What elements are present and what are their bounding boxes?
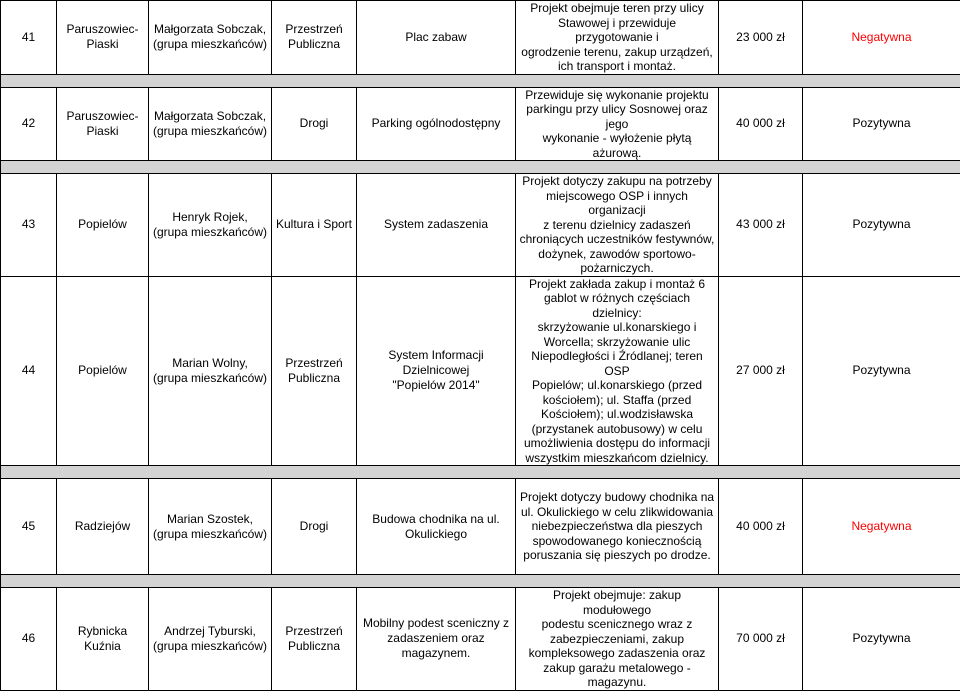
district-cell: Rybnicka Kuźnia [57,588,149,691]
result-cell: Pozytywna [803,87,960,161]
category-cell: Drogi [272,479,357,575]
description-cell: Projekt dotyczy budowy chodnika na ul. Okulickiego w celu zlikwidowania niebezpieczeństwa dla pieszych spowodowanego koniecznością poruszania się pieszych po drodze. [516,479,719,575]
description-cell: Projekt dotyczy zakupu na potrzeby miejscowego OSP i innych organizacji z terenu dzielnicy zadaszeń chroniących uczestników festywnów, dożynek, zawodów sportowo- pożarniczych. [516,174,719,277]
row-separator [1,74,960,87]
table-row [1,479,960,575]
project-title-cell: Mobilny podest sceniczny z zadaszeniem oraz magazynem. [357,588,516,691]
table-row [1,276,960,466]
district-cell: Paruszowiec- Piaski [57,1,149,75]
result-cell: Pozytywna [803,174,960,277]
cost-cell: 40 000 zł [719,479,803,575]
cost-cell: 40 000 zł [719,87,803,161]
author-cell: Marian Wolny, (grupa mieszkańców) [149,276,272,466]
row-number-cell: 42 [1,87,57,161]
author-cell: Andrzej Tyburski, (grupa mieszkańców) [149,588,272,691]
project-title-cell: Parking ogólnodostępny [357,87,516,161]
description-cell: Przewiduje się wykonanie projektu parkingu przy ulicy Sosnowej oraz jego wykonanie - wyłożenie płytą ażurową. [516,87,719,161]
category-cell: Kultura i Sport [272,174,357,277]
row-separator [1,161,960,174]
category-cell: Przestrzeń Publiczna [272,588,357,691]
result-cell: Pozytywna [803,276,960,466]
category-cell: Przestrzeń Publiczna [272,276,357,466]
category-cell: Drogi [272,87,357,161]
cost-cell: 43 000 zł [719,174,803,277]
author-cell: Henryk Rojek, (grupa mieszkańców) [149,174,272,277]
author-cell: Małgorzata Sobczak, (grupa mieszkańców) [149,1,272,75]
author-cell: Marian Szostek, (grupa mieszkańców) [149,479,272,575]
row-number-cell: 45 [1,479,57,575]
district-cell: Popielów [57,276,149,466]
result-cell: Pozytywna [803,588,960,691]
project-title-cell: Plac zabaw [357,1,516,75]
row-number-cell: 46 [1,588,57,691]
table-row [1,174,960,277]
cost-cell: 23 000 zł [719,1,803,75]
result-cell: Negatywna [803,479,960,575]
cost-cell: 27 000 zł [719,276,803,466]
table-row [1,87,960,161]
row-number-cell: 44 [1,276,57,466]
row-number-cell: 41 [1,1,57,75]
cost-cell: 70 000 zł [719,588,803,691]
row-separator [1,466,960,479]
district-cell: Popielów [57,174,149,277]
project-title-cell: System zadaszenia [357,174,516,277]
district-cell: Paruszowiec- Piaski [57,87,149,161]
project-title-cell: Budowa chodnika na ul. Okulickiego [357,479,516,575]
description-cell: Projekt obejmuje: zakup modułowego podestu scenicznego wraz z zabezpieczeniami, zakup kompleksowego zadaszenia oraz zakup garażu metalowego - magazynu. [516,588,719,691]
table-row [1,588,960,691]
description-cell: Projekt obejmuje teren przy ulicy Stawowej i przewiduje przygotowanie i ogrodzenie terenu, zakup urządzeń, ich transport i montaż. [516,1,719,75]
result-cell: Negatywna [803,1,960,75]
category-cell: Przestrzeń Publiczna [272,1,357,75]
row-separator [1,575,960,588]
table-row [1,1,960,75]
author-cell: Małgorzata Sobczak, (grupa mieszkańców) [149,87,272,161]
project-title-cell: System Informacji Dzielnicowej "Popielów 2014" [357,276,516,466]
description-cell: Projekt zakłada zakup i montaż 6 gablot w różnych częściach dzielnicy: skrzyżowanie ul.konarskiego i Worcella; skrzyżowanie ulic Niepodległości i Źródlanej; teren OSP Popielów; ul.konarskiego (przed kościołem); ul. Staffa (przed Kościołem); ul.wodzisławska (przystanek autobusowy) w celu umożliwienia dostępu do informacji wszystkim mieszkańcom dzielnicy. [516,276,719,466]
district-cell: Radziejów [57,479,149,575]
row-number-cell: 43 [1,174,57,277]
